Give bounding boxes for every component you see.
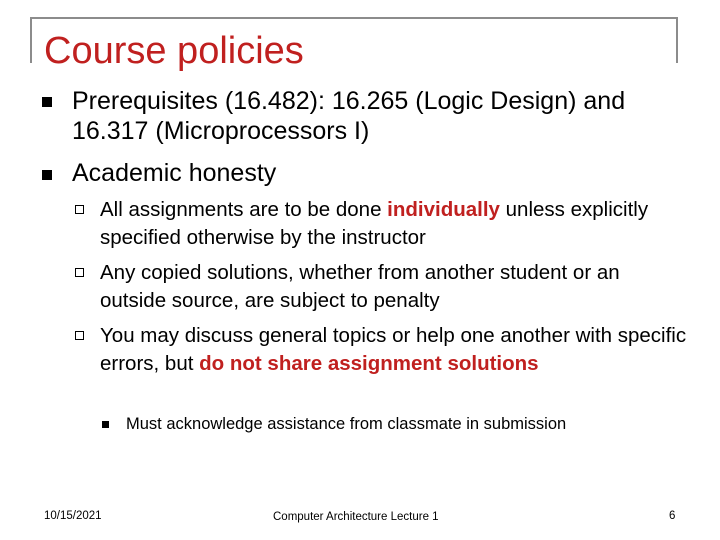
sub-bullet-copied-solutions: Any copied solutions, whether from another student or an outside source, are subject to penalty: [100, 261, 620, 312]
hollow-square-bullet-icon: [75, 268, 84, 277]
footer-course-title: Computer Architecture Lecture 1: [273, 511, 439, 523]
footer-page-number: 6: [669, 510, 676, 522]
footer-date: 10/15/2021: [44, 510, 102, 522]
emphasis-individually: individually: [387, 198, 500, 221]
sub-bullet-text: unless explicitly specified otherwise by the instructor: [100, 198, 649, 249]
slide-title: Course policies: [44, 30, 304, 72]
sub-bullet-individually: [100, 196, 690, 252]
hollow-square-bullet-icon: [75, 205, 84, 214]
small-filled-square-bullet-icon: [102, 421, 109, 428]
sub-bullet-text: You may discuss general topics or help one another with specific errors, but: [100, 324, 687, 375]
bullet-academic-honesty: Academic honesty: [72, 159, 277, 187]
sub-sub-bullet-acknowledge: Must acknowledge assistance from classmate in submission: [126, 415, 567, 433]
sub-bullet-text: All assignments are to be done: [100, 198, 388, 221]
bullet-prerequisites: Prerequisites (16.482): 16.265 (Logic Design) and 16.317 (Microprocessors I): [72, 87, 626, 145]
hollow-square-bullet-icon: [75, 331, 84, 340]
filled-square-bullet-icon: [42, 97, 52, 107]
filled-square-bullet-icon: [42, 170, 52, 180]
sub-bullet-discuss-topics: [100, 322, 690, 378]
emphasis-do-not-share: do not share assignment solutions: [199, 352, 539, 375]
